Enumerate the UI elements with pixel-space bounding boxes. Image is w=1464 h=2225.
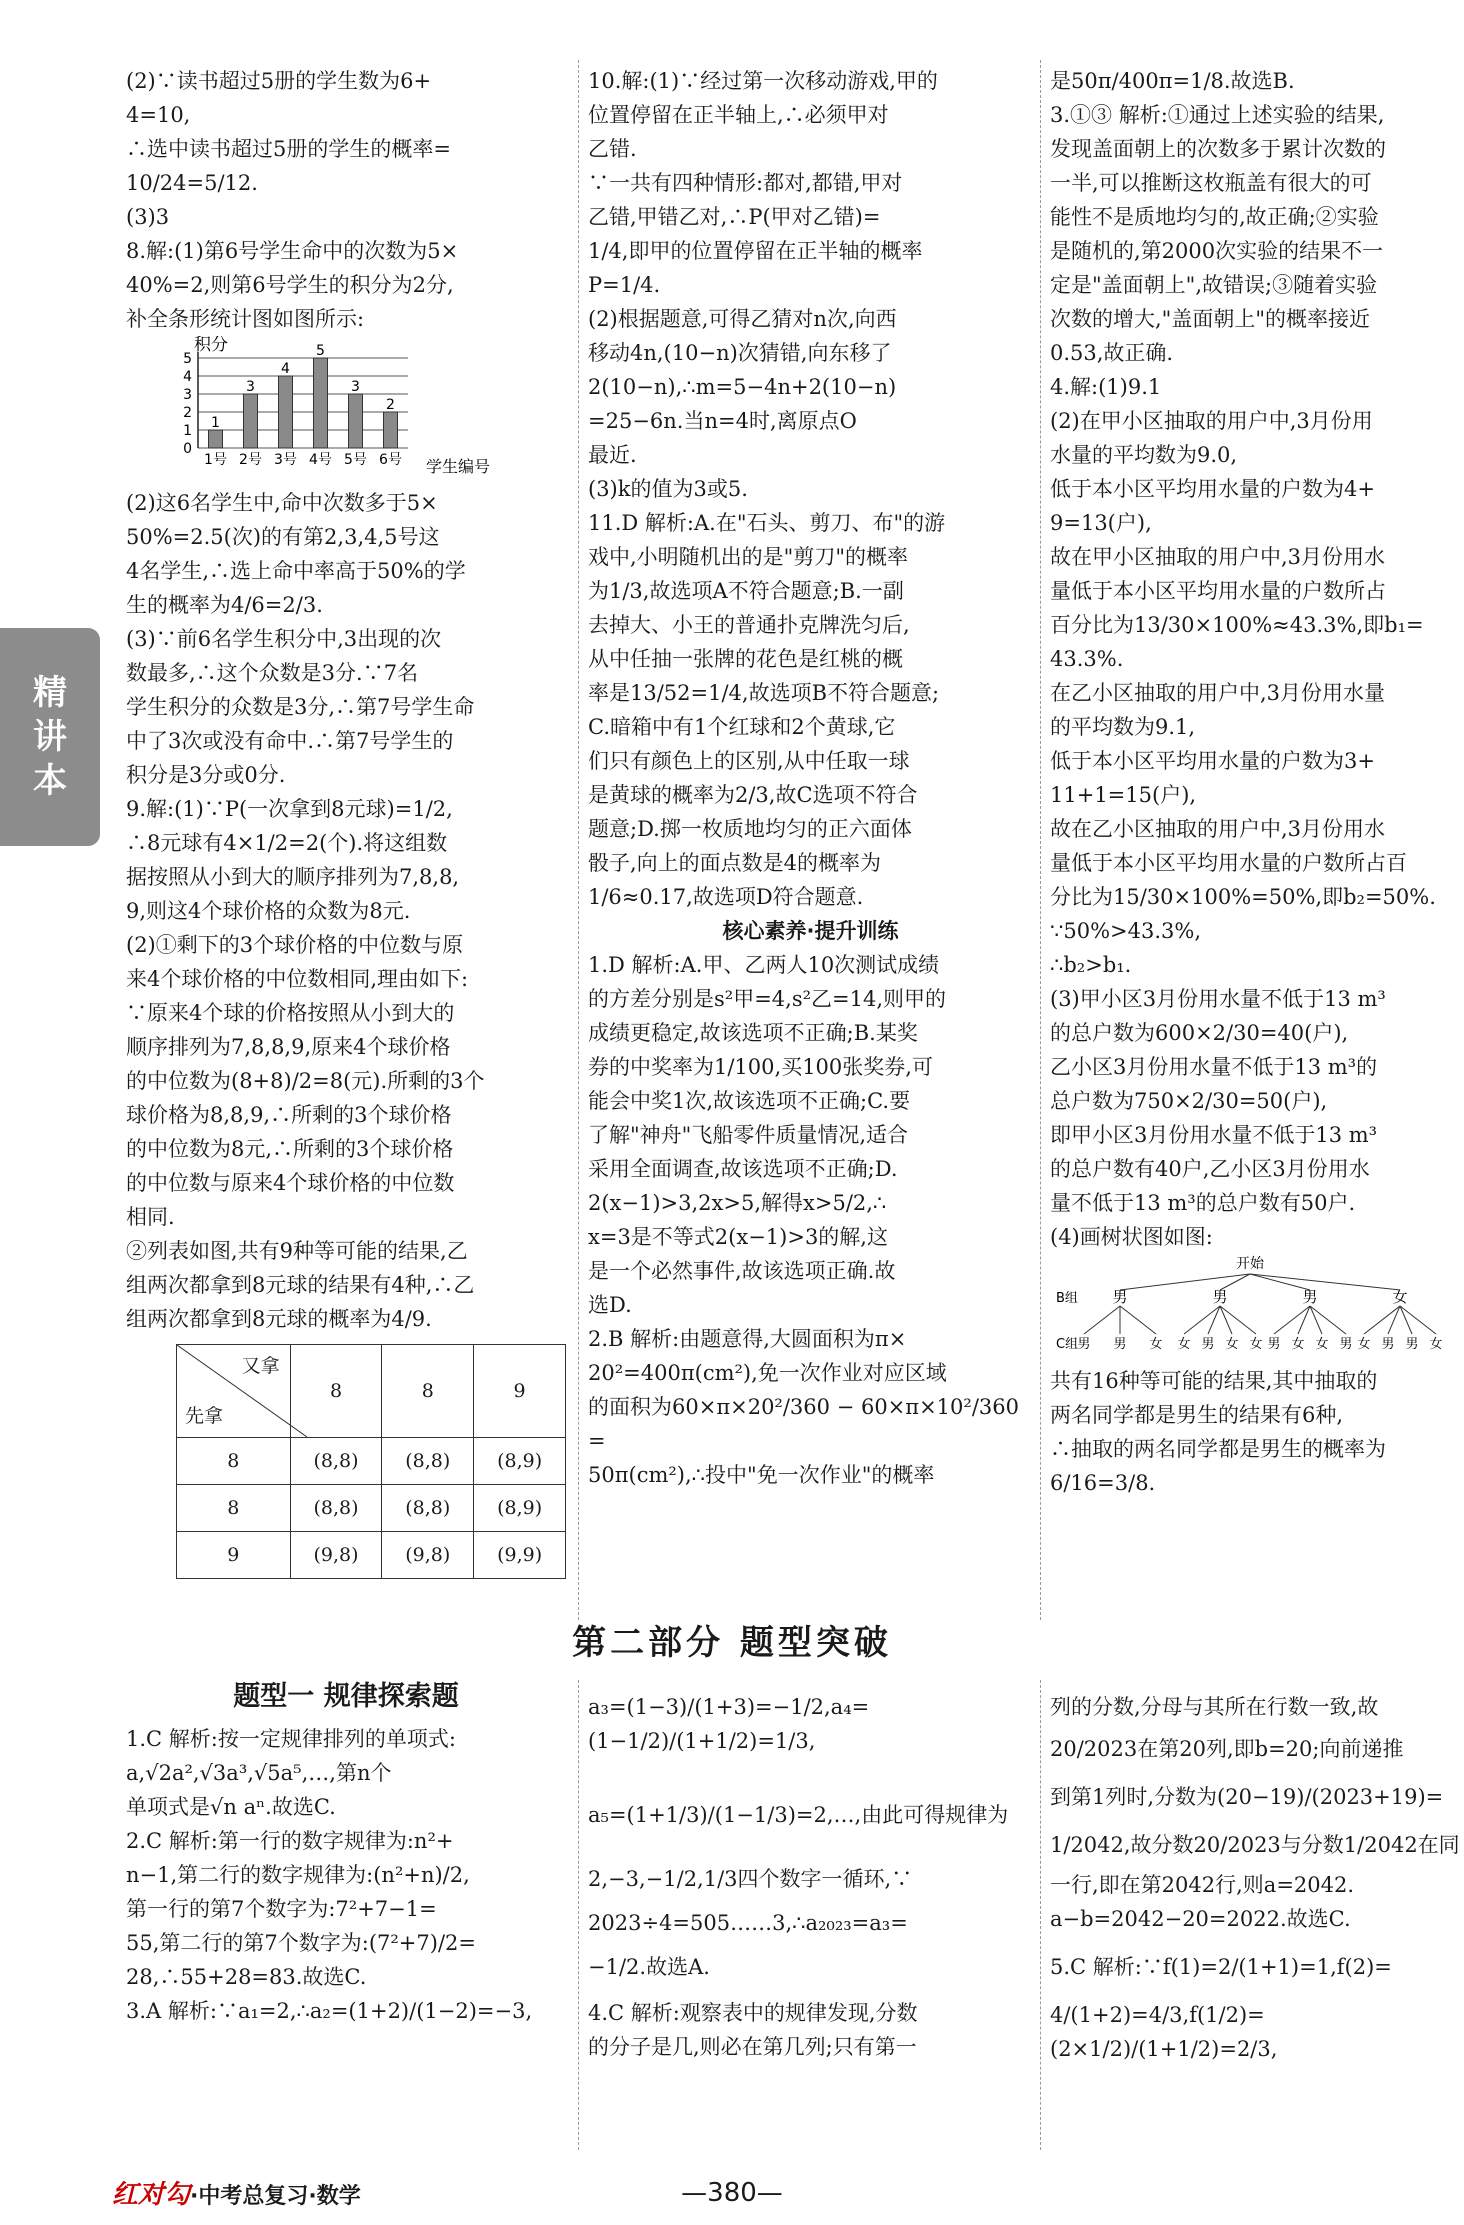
answer-line: 组两次都拿到8元球的结果有4种,∴乙: [126, 1273, 475, 1297]
answer-line: 相同.: [126, 1205, 175, 1229]
answer-line: 能性不是质地均匀的,故正确;②实验: [1050, 205, 1379, 229]
answer-line: 乙小区3月份用水量不低于13 m³的: [1050, 1055, 1378, 1079]
answer-line: 4名学生,∴选上命中率高于50%的学: [126, 559, 466, 583]
chart-category-label: 5号: [344, 452, 367, 468]
side-tab-char: 讲: [33, 717, 67, 757]
answer-line: 数最多,∴这个众数是3分.∵7名: [126, 661, 419, 685]
tree-group-c: C组: [1056, 1337, 1079, 1352]
outcome-table: [176, 1344, 566, 1579]
chart-data-label: 2: [386, 397, 395, 413]
tree-branch: [1310, 1306, 1346, 1334]
tree-branch: [1184, 1306, 1220, 1334]
answer-line: ∴抽取的两名同学都是男生的概率为: [1050, 1437, 1386, 1461]
answer-line: 低于本小区平均用水量的户数为4+: [1050, 477, 1375, 501]
tree-branch: [1250, 1274, 1400, 1290]
answer-line: 9=13(户),: [1050, 511, 1152, 535]
chart-category-label: 6号: [379, 452, 402, 468]
table-cell: (8,8): [382, 1485, 474, 1532]
table-header: 9: [474, 1345, 566, 1438]
answer-line: 故在乙小区抽取的用户中,3月份用水: [1050, 817, 1386, 841]
section-subtitle: 核心素养·提升训练: [722, 919, 899, 943]
answer-column-1: [126, 64, 566, 1579]
answer-line: 能会中奖1次,故该选项不正确;C.要: [588, 1089, 911, 1113]
answer-line: 20/2023在第20列,即b=20;向前递推: [1050, 1737, 1404, 1761]
answer-line: 第一行的第7个数字为:7²+7−1=: [126, 1897, 437, 1921]
tree-node-level2: 男: [1077, 1337, 1091, 1352]
answer-line: P=1/4.: [588, 273, 661, 297]
tree-diagram: [1050, 1254, 1450, 1354]
side-tab-char: 本: [33, 761, 67, 801]
answer-line: (3)甲小区3月份用水量不低于13 m³: [1050, 987, 1386, 1011]
answer-line: 去掉大、小王的普通扑克牌洗匀后,: [588, 613, 910, 637]
answer-line: ∴8元球有4×1/2=2(个).将这组数: [126, 831, 448, 855]
column-divider: [1040, 60, 1042, 1620]
chart-ytick-label: 4: [183, 369, 192, 385]
answer-line: 的总户数有40户,乙小区3月份用水: [1050, 1157, 1370, 1181]
tree-branch: [1120, 1274, 1250, 1290]
tree-node-level2: 女: [1149, 1337, 1163, 1352]
answer-line: 次数的增大,"盖面朝上"的概率接近: [1050, 307, 1370, 331]
answer-column-2: [588, 64, 1033, 1492]
table-cell: (8,8): [290, 1485, 382, 1532]
answer-line: ∴选中读书超过5册的学生的概率=: [126, 137, 451, 161]
chart-xlabel: 学生编号: [426, 457, 491, 476]
answer-line: 量低于本小区平均用水量的户数所占百: [1050, 851, 1407, 875]
answer-line: 28,∴55+28=83.故选C.: [126, 1965, 367, 1989]
tree-node-level2: 男: [1267, 1337, 1281, 1352]
answer-line: 一半,可以推断这枚瓶盖有很大的可: [1050, 171, 1372, 195]
answer-line: ∵50%>43.3%,: [1050, 919, 1202, 943]
answer-line: 的面积为60×π×20²/360 − 60×π×10²/360 =: [588, 1395, 1026, 1453]
tree-node-level2: 男: [1339, 1337, 1353, 1352]
answer-line: 20²=400π(cm²),免一次作业对应区域: [588, 1361, 947, 1385]
chart-data-label: 3: [246, 379, 255, 395]
answer-line: 成绩更稳定,故该选项不正确;B.某奖: [588, 1021, 918, 1045]
answer-line: ②列表如图,共有9种等可能的结果,乙: [126, 1239, 468, 1263]
answer-line: a₃=(1−3)/(1+3)=−1/2,a₄=(1−1/2)/(1+1/2)=1/3,: [588, 1695, 870, 1753]
answer-line: 的方差分别是s²甲=4,s²乙=14,则甲的: [588, 987, 947, 1011]
answer-line: (2)这6名学生中,命中次数多于5×: [126, 491, 438, 515]
table-row: [177, 1438, 566, 1485]
table-row: [177, 1532, 566, 1579]
side-tab-char: 精: [33, 673, 67, 713]
tree-branch: [1084, 1306, 1120, 1334]
answer-line: 是一个必然事件,故该选项正确.故: [588, 1259, 896, 1283]
answer-line: 低于本小区平均用水量的户数为3+: [1050, 749, 1375, 773]
chart-category-label: 2号: [239, 452, 262, 468]
answer-line: 选D.: [588, 1293, 632, 1317]
answer-line: 4.C 解析:观察表中的规律发现,分数: [588, 2001, 918, 2025]
answer-line: 2.C 解析:第一行的数字规律为:n²+: [126, 1829, 454, 1853]
answer-line: 是黄球的概率为2/3,故C选项不符合: [588, 783, 918, 807]
answer-line: 戏中,小明随机出的是"剪刀"的概率: [588, 545, 908, 569]
answer-line: 43.3%.: [1050, 647, 1124, 671]
tree-node-level1: 男: [1112, 1288, 1128, 1306]
tree-node-level2: 女: [1429, 1337, 1443, 1352]
answer-line: 1.C 解析:按一定规律排列的单项式:: [126, 1727, 456, 1751]
answer-line: 骰子,向上的面点数是4的概率为: [588, 851, 882, 875]
answer-line: 最近.: [588, 443, 637, 467]
answer-line: 了解"神舟"飞船零件质量情况,适合: [588, 1123, 908, 1147]
answer-line: (3)∵前6名学生积分中,3出现的次: [126, 627, 442, 651]
answer-line: 位置停留在正半轴上,∴必须甲对: [588, 103, 889, 127]
table-header: 8: [382, 1345, 474, 1438]
tree-node-level2: 女: [1315, 1337, 1329, 1352]
brand-logo: 红对勾: [112, 2180, 191, 2210]
answer-line: 两名同学都是男生的结果有6种,: [1050, 1403, 1344, 1427]
answer-line: a₅=(1+1/3)/(1−1/3)=2,…,由此可得规律为: [588, 1803, 1009, 1827]
answer-line: 4/(1+2)=4/3,f(1/2)=(2×1/2)/(1+1/2)=2/3,: [1050, 2003, 1278, 2061]
answer-line: 水量的平均数为9.0,: [1050, 443, 1238, 467]
chart-category-label: 4号: [309, 452, 332, 468]
chart-data-label: 4: [281, 361, 290, 377]
chart-ylabel: 积分: [194, 336, 228, 355]
chart-category-label: 1号: [204, 452, 227, 468]
row-label: 8: [177, 1485, 291, 1532]
answer-line: 2023÷4=505……3,∴a₂₀₂₃=a₃=: [588, 1911, 908, 1935]
table-cell: (8,9): [474, 1485, 566, 1532]
chart-bar: [349, 394, 363, 448]
answer-line: 总户数为750×2/30=50(户),: [1050, 1089, 1328, 1113]
answer-line: 们只有颜色上的区别,从中任取一球: [588, 749, 910, 773]
answer-line: 故在甲小区抽取的用户中,3月份用水: [1050, 545, 1386, 569]
answer-line: 1/6≈0.17,故选项D符合题意.: [588, 885, 864, 909]
table-cell: (9,8): [382, 1532, 474, 1579]
answer-line: 9,则这4个球价格的众数为8元.: [126, 899, 411, 923]
answer-line: 2,−3,−1/2,1/3四个数字一循环,∵: [588, 1867, 913, 1891]
tree-node-level2: 男: [1113, 1337, 1127, 1352]
table-row: [177, 1485, 566, 1532]
tree-node-level2: 男: [1381, 1337, 1395, 1352]
row-label: 9: [177, 1532, 291, 1579]
answer-line: 3.①③ 解析:①通过上述实验的结果,: [1050, 103, 1385, 127]
answer-line: 的总户数为600×2/30=40(户),: [1050, 1021, 1349, 1045]
answer-line: C.暗箱中有1个红球和2个黄球,它: [588, 715, 896, 739]
corner-top-label: 又拿: [241, 1355, 280, 1377]
answer-line: 为1/3,故选项A不符合题意;B.一副: [588, 579, 904, 603]
answer-line: ∵一共有四种情形:都对,都错,甲对: [588, 171, 903, 195]
answer-line: 2(10−n),∴m=5−4n+2(10−n): [588, 375, 897, 399]
chart-data-label: 1: [211, 415, 220, 431]
answer-line: a−b=2042−20=2022.故选C.: [1050, 1907, 1351, 1931]
bottom-column-1: [126, 1680, 566, 2028]
chart-bar: [384, 412, 398, 448]
answer-line: 55,第二行的第7个数字为:(7²+7)/2=: [126, 1931, 476, 1955]
bottom-column-3: [1050, 1690, 1464, 2066]
table-header: 8: [290, 1345, 382, 1438]
answer-line: ∵原来4个球的价格按照从小到大的: [126, 1001, 455, 1025]
tree-node-level1: 男: [1302, 1288, 1318, 1306]
answer-line: 2(x−1)>3,2x>5,解得x>5/2,∴: [588, 1191, 887, 1215]
answer-line: 1/2042,故分数20/2023与分数1/2042在同: [1050, 1833, 1460, 1857]
answer-line: 10/24=5/12.: [126, 171, 258, 195]
chart-ytick-label: 5: [183, 351, 192, 367]
answer-line: 题意;D.掷一枚质地均匀的正六面体: [588, 817, 912, 841]
answer-line: 量不低于13 m³的总户数有50户.: [1050, 1191, 1356, 1215]
answer-line: 中了3次或没有命中.∴第7号学生的: [126, 729, 454, 753]
tree-node-level2: 男: [1201, 1337, 1215, 1352]
chart-data-label: 5: [316, 343, 325, 359]
section-title: 题型一 规律探索题: [233, 1681, 459, 1712]
table-cell: (8,8): [290, 1438, 382, 1485]
tree-node-level2: 女: [1177, 1337, 1191, 1352]
tree-node-level2: 女: [1249, 1337, 1263, 1352]
chart-ytick-label: 2: [183, 405, 192, 421]
tree-branch: [1250, 1274, 1310, 1290]
answer-line: (2)在甲小区抽取的用户中,3月份用: [1050, 409, 1373, 433]
column-divider: [578, 60, 580, 1620]
answer-line: 单项式是√n aⁿ.故选C.: [126, 1795, 336, 1819]
answer-line: 从中任抽一张牌的花色是红桃的概: [588, 647, 903, 671]
answer-line: 量低于本小区平均用水量的户数所占: [1050, 579, 1386, 603]
chart-ytick-label: 3: [183, 387, 192, 403]
answer-line: 列的分数,分母与其所在行数一致,故: [1050, 1695, 1379, 1719]
page-number: —380—: [681, 2178, 783, 2208]
answer-line: 0.53,故正确.: [1050, 341, 1174, 365]
answer-line: 4=10,: [126, 103, 191, 127]
column-divider: [1040, 1680, 1042, 2150]
chart-bar: [209, 430, 223, 448]
corner-bottom-label: 先拿: [185, 1405, 224, 1427]
tree-node-level1: 女: [1392, 1288, 1408, 1306]
chart-bar: [244, 394, 258, 448]
column-divider: [578, 1680, 580, 2150]
answer-line: 乙错.: [588, 137, 637, 161]
answer-line: 3.A 解析:∵a₁=2,∴a₂=(1+2)/(1−2)=−3,: [126, 1999, 533, 2023]
answer-line: 球价格为8,8,9,∴所剩的3个球价格: [126, 1103, 452, 1127]
answer-line: 11.D 解析:A.在"石头、剪刀、布"的游: [588, 511, 946, 535]
answer-line: −1/2.故选A.: [588, 1955, 710, 1979]
tree-branch: [1120, 1306, 1156, 1334]
answer-line: (2)①剩下的3个球价格的中位数与原: [126, 933, 464, 957]
tree-branch: [1364, 1306, 1400, 1334]
answer-line: 40%=2,则第6号学生的积分为2分,: [126, 273, 454, 297]
answer-line: 8.解:(1)第6号学生命中的次数为5×: [126, 239, 459, 263]
answer-line: 11+1=15(户),: [1050, 783, 1197, 807]
answer-line: 学生积分的众数是3分,∴第7号学生命: [126, 695, 475, 719]
chart-ytick-label: 0: [183, 441, 192, 457]
tree-branch: [1274, 1306, 1310, 1334]
answer-line: 2.B 解析:由题意得,大圆面积为π×: [588, 1327, 907, 1351]
answer-line: 生的概率为4/6=2/3.: [126, 593, 323, 617]
tree-node-level1: 男: [1212, 1288, 1228, 1306]
answer-line: 4.解:(1)9.1: [1050, 375, 1162, 399]
answer-line: ∴b₂>b₁.: [1050, 953, 1132, 977]
answer-line: 的中位数为8元,∴所剩的3个球价格: [126, 1137, 454, 1161]
side-tab-jingjiangben: [0, 628, 100, 846]
part-heading: 第二部分 题型突破: [572, 1623, 892, 1663]
answer-line: 的分子是几,则必在第几列;只有第一: [588, 2035, 917, 2059]
answer-line: 6/16=3/8.: [1050, 1471, 1156, 1495]
answer-line: 50π(cm²),∴投中"免一次作业"的概率: [588, 1463, 935, 1487]
table-cell: (8,8): [382, 1438, 474, 1485]
tree-group-b: B组: [1056, 1291, 1078, 1306]
answer-line: 据按照从小到大的顺序排列为7,8,8,: [126, 865, 460, 889]
answer-column-3: [1050, 64, 1464, 1500]
answer-line: a,√2a²,√3a³,√5a⁵,…,第n个: [126, 1761, 392, 1785]
answer-line: 补全条形统计图如图所示:: [126, 307, 365, 331]
chart-bar: [279, 376, 293, 448]
answer-line: 发现盖面朝上的次数多于累计次数的: [1050, 137, 1386, 161]
answer-line: 是随机的,第2000次实验的结果不一: [1050, 239, 1384, 263]
answer-line: =25−6n.当n=4时,离原点O: [588, 409, 857, 433]
tree-start: 开始: [1236, 1256, 1264, 1272]
answer-line: n−1,第二行的数字规律为:(n²+n)/2,: [126, 1863, 470, 1887]
answer-line: 1/4,即甲的位置停留在正半轴的概率: [588, 239, 923, 263]
row-label: 8: [177, 1438, 291, 1485]
answer-line: 9.解:(1)∵P(一次拿到8元球)=1/2,: [126, 797, 453, 821]
tree-node-level2: 男: [1405, 1337, 1419, 1352]
footer-subtitle: ·中考总复习·数学: [190, 2184, 361, 2209]
answer-line: x=3是不等式2(x−1)>3的解,这: [588, 1225, 888, 1249]
answer-line: 采用全面调查,故该选项不正确;D.: [588, 1157, 898, 1181]
tree-node-level2: 女: [1291, 1337, 1305, 1352]
answer-line: 来4个球价格的中位数相同,理由如下:: [126, 967, 469, 991]
answer-line: 百分比为13/30×100%≈43.3%,即b₁=: [1050, 613, 1424, 637]
table-cell: (9,8): [290, 1532, 382, 1579]
answer-line: 的中位数与原来4个球价格的中位数: [126, 1171, 455, 1195]
answer-line: 1.D 解析:A.甲、乙两人10次测试成绩: [588, 953, 940, 977]
answer-line: 一行,即在第2042行,则a=2042.: [1050, 1873, 1355, 1897]
answer-line: 在乙小区抽取的用户中,3月份用水量: [1050, 681, 1386, 705]
answer-line: 分比为15/30×100%=50%,即b₂=50%.: [1050, 885, 1436, 909]
answer-line: (2)∵读书超过5册的学生数为6+: [126, 69, 432, 93]
answer-line: (3)k的值为3或5.: [588, 477, 748, 501]
tree-node-level2: 女: [1357, 1337, 1371, 1352]
bottom-column-2: [588, 1690, 1033, 2064]
answer-line: 即甲小区3月份用水量不低于13 m³: [1050, 1123, 1378, 1147]
bar-chart: [176, 336, 506, 476]
chart-data-label: 3: [351, 379, 360, 395]
answer-line: 共有16种等可能的结果,其中抽取的: [1050, 1369, 1378, 1393]
answer-line: 是50π/400π=1/8.故选B.: [1050, 69, 1295, 93]
answer-line: 到第1列时,分数为(20−19)/(2023+19)=: [1050, 1785, 1444, 1809]
answer-line: 组两次都拿到8元球的概率为4/9.: [126, 1307, 432, 1331]
tree-node-level2: 女: [1225, 1337, 1239, 1352]
table-cell: (8,9): [474, 1438, 566, 1485]
answer-line: 积分是3分或0分.: [126, 763, 286, 787]
answer-line: 的平均数为9.1,: [1050, 715, 1196, 739]
answer-line: (4)画树状图如图:: [1050, 1225, 1213, 1249]
tree-branch: [1400, 1306, 1436, 1334]
answer-line: 10.解:(1)∵经过第一次移动游戏,甲的: [588, 69, 938, 93]
chart-bar: [314, 358, 328, 448]
answer-line: (3)3: [126, 205, 170, 229]
answer-line: 券的中奖率为1/100,买100张奖券,可: [588, 1055, 933, 1079]
table-cell: (9,9): [474, 1532, 566, 1579]
table-corner: [177, 1345, 291, 1438]
answer-line: 5.C 解析:∵f(1)=2/(1+1)=1,f(2)=: [1050, 1955, 1392, 1979]
chart-category-label: 3号: [274, 452, 297, 468]
answer-line: 顺序排列为7,8,8,9,原来4个球价格: [126, 1035, 451, 1059]
answer-line: 50%=2.5(次)的有第2,3,4,5号这: [126, 525, 440, 549]
tree-branch: [1220, 1306, 1256, 1334]
chart-ytick-label: 1: [183, 423, 192, 439]
answer-line: 率是13/52=1/4,故选项B不符合题意;: [588, 681, 940, 705]
answer-line: 移动4n,(10−n)次猜错,向东移了: [588, 341, 892, 365]
answer-line: 定是"盖面朝上",故错误;③随着实验: [1050, 273, 1378, 297]
answer-line: 乙错,甲错乙对,∴P(甲对乙错)=: [588, 205, 881, 229]
answer-line: 的中位数为(8+8)/2=8(元).所剩的3个: [126, 1069, 485, 1093]
answer-line: (2)根据题意,可得乙猜对n次,向西: [588, 307, 897, 331]
